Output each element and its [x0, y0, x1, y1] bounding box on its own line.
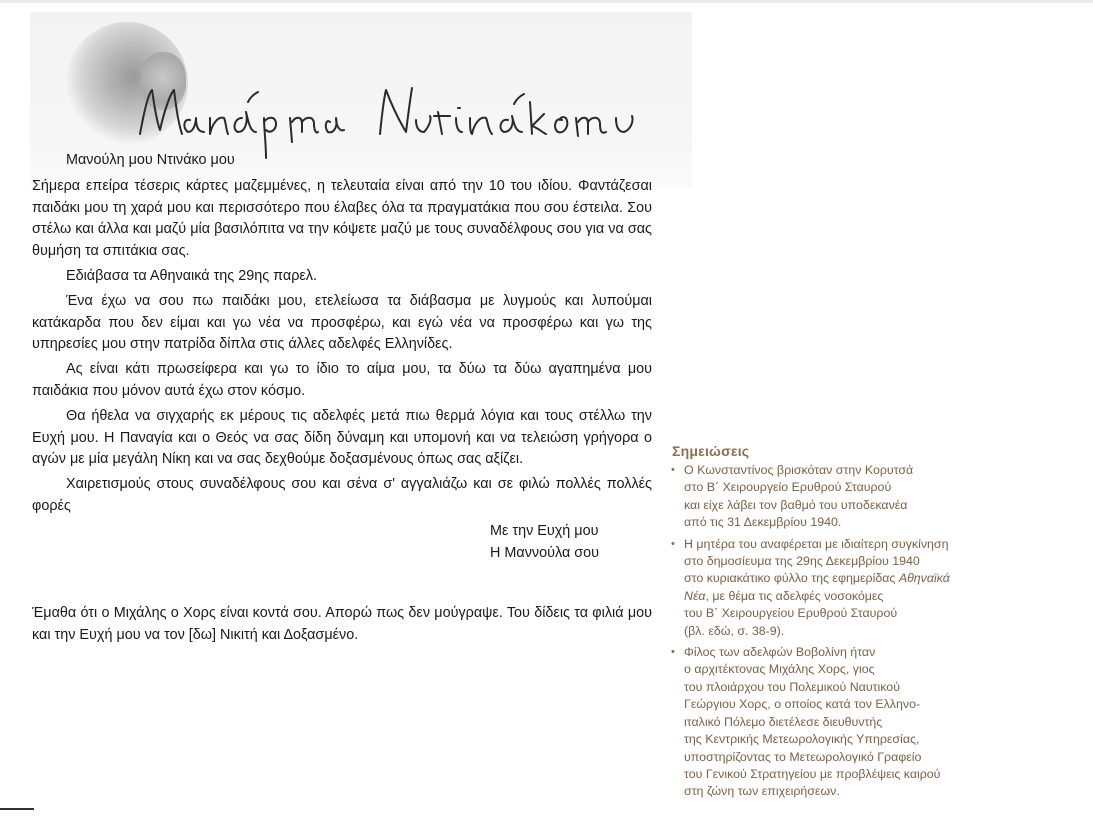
letter-paragraph: Θα ήθελα να σιγχαρής εκ μέρους τις αδελφές μετά πιω θερμά λόγια και τους στέλλω την Ευχή μου. Η Παναγία και ο Θεός να σας δίδη δύναμη και υπομονή και να τελειώση γρήγορα ο αγών με μία μεγάλη Νίκη και να σας δεχθούμε δοξασμένους όπως σας αξίζει. [32, 407, 652, 468]
bullet-icon: • [671, 464, 675, 476]
note-line: του Β΄ Χειρουργείου Ερυθρού Σταυρού [684, 606, 898, 621]
note-item [668, 462, 968, 532]
note-line: στο δημοσίευμα της 29ης Δεκεμβρίου 1940 [684, 554, 920, 569]
letter-salutation: Μανούλη μου Ντινάκο μου [66, 152, 235, 168]
bullet-icon: • [671, 646, 675, 659]
note-line: του πλοιάρχου του Πολεμικού Ναυτικού [684, 679, 900, 694]
page-rule [0, 808, 34, 810]
note-line: Ο Κωνσταντίνος βρισκόταν στην Κορυτσά [684, 463, 914, 477]
note-line-text: στο κυριακάτικο φύλλο της εφημερίδας [684, 571, 899, 586]
note-line: ο αρχιτέκτονας Μιχάλης Χορς, γιος [684, 662, 875, 677]
letter-paragraph: Ας είναι κάτι πρωσείφερα και γω το ίδιο το αίμα μου, τα δύω τα δύω αγαπημένα μου παιδάκια που μόνον αυτά έχω στον κόσμο. [32, 361, 652, 399]
note-item [668, 536, 968, 640]
note-line: ιταλικό Πόλεμο διετέλεσε διευθυντής [684, 714, 883, 729]
note-italic-newspaper: Αθηναϊκά [898, 571, 950, 586]
letter-closing-line: Με την Ευχή μου [490, 522, 599, 539]
letter-paragraph: Χαιρετισμούς στους συναδέλφους σου και σένα σ' αγγαλιάζω και σε φιλώ πολλές πολλές φορές [32, 476, 652, 514]
top-border [0, 0, 1093, 3]
notes-title: Σημειώσεις [672, 443, 750, 459]
note-line: στο Β΄ Χειρουργείο Ερυθρού Σταυρού [684, 480, 892, 495]
note-line: Γεώργιου Χορς, ο οποίος κατά τον Ελληνο- [684, 697, 921, 712]
note-item [668, 644, 968, 801]
note-line: και είχε λάβει τον βαθμό του υποδεκανέα [684, 497, 908, 512]
note-line: Φίλος των αδελφών Βοβολίνη ήταν [684, 645, 876, 660]
letter-paragraph: Εδιάβασα τα Αθηναικά της 29ης παρελ. [66, 267, 317, 284]
letter-paragraph: Σήμερα επείρα τέσερις κάρτες μαζεμμένες, η τελευταία είναι από την 10 του ιδίου. Φαντάζεσαι παιδάκι μου τη χαρά μου και περισσότερο που έλαβες όλα τα πραγματάκια που σου έστειλα. Σου στέλω και άλλα και μαζύ μία βασιλόπιτα να την κόψετε μαζύ με τους συναδέλφους σου για να σας θυμήση τα σπιτάκια σας. [32, 177, 652, 260]
note-italic-newspaper: Νέα [684, 588, 706, 603]
letter-postscript: Έμαθα ότι ο Μιχάλης ο Χορς είναι κοντά σου. Απορώ πως δεν μούγραψε. Του δίδεις τα φιλιά μου και την Ευχή μου να τον [δω] Νικιτή και Δοξασμένο. [32, 605, 652, 643]
handwritten-signature [130, 72, 690, 162]
notes-sidebar [668, 443, 968, 805]
note-line: από τις 31 Δεκεμβρίου 1940. [684, 515, 842, 530]
note-line [684, 570, 968, 587]
note-line-text: , με θέμα τις αδελφές νοσοκόμες [705, 588, 884, 603]
note-line: υποστηρίζοντας το Μετεωρολογικό Γραφείο [684, 749, 922, 764]
note-line: του Γενικού Στρατηγείου με προβλέψεις καιρού [684, 766, 941, 781]
note-line [684, 588, 968, 605]
note-line: Η μητέρα του αναφέρεται με ιδιαίτερη συγκίνηση [684, 536, 949, 551]
letter-body [32, 150, 652, 564]
letter-paragraph: Ένα έχω να σου πω παιδάκι μου, ετελείωσα τα διάβασμα με λυγμούς και λυπούμαι κατάκαρδα που δεν είμαι και γω νέα να προσφέρω, και εγώ νέα να προσφέρω και γω της υπηρεσίες μου στην πατρίδα δίπλα στις άλλες αδελφές Ελληνίδες. [32, 292, 652, 353]
note-line: στη ζώνη των επιχειρήσεων. [684, 784, 840, 799]
note-line: της Κεντρικής Μετεωρολογικής Υπηρεσίας, [684, 732, 920, 747]
note-line: (βλ. εδώ, σ. 38-9). [684, 623, 785, 638]
letter-signature-line: Η Μαννούλα σου [490, 544, 600, 561]
bullet-icon: • [671, 537, 675, 550]
